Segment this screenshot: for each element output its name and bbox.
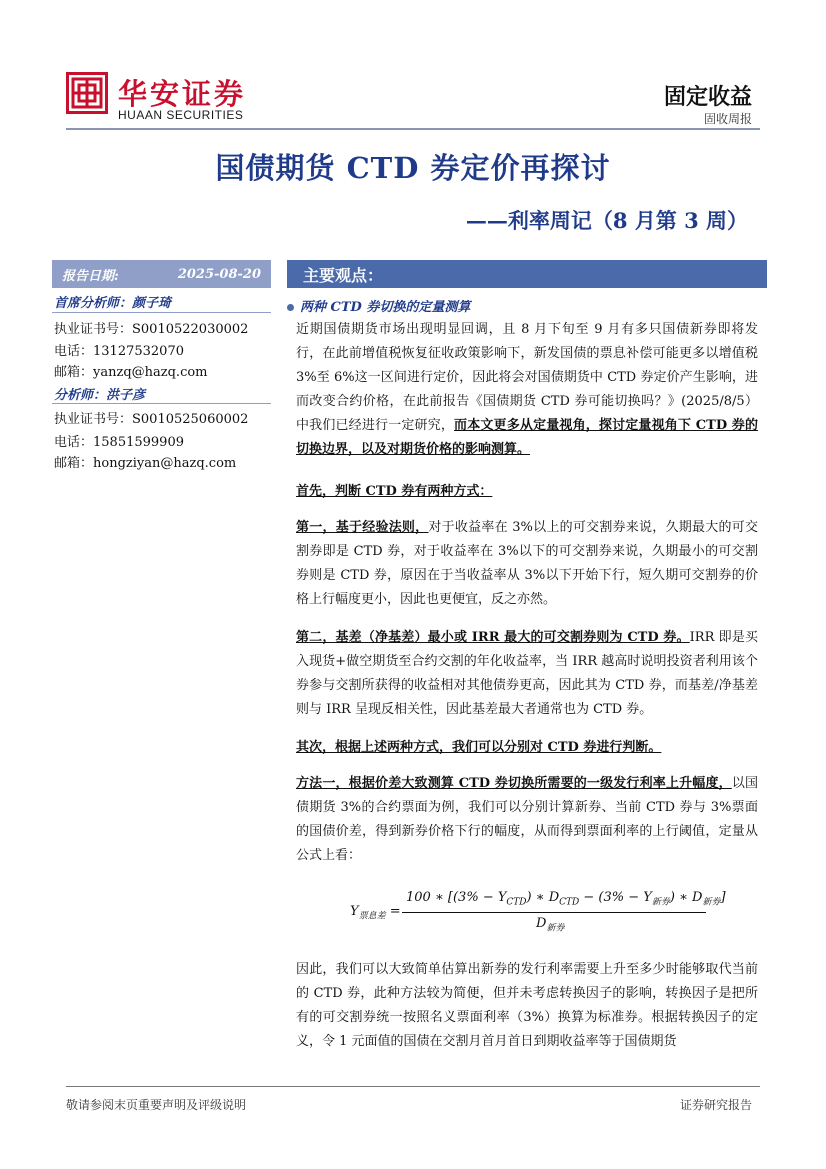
formula-lhs: $Y_{票息差}$ = [350,904,401,922]
logo-icon [66,72,108,114]
report-subcategory: 固收周报 [703,112,752,126]
analyst1-title: 首席分析师：颜子琦 [54,296,172,311]
formula-den-var: D [536,916,547,931]
formula-denominator [536,916,564,934]
paragraph-7 [296,958,758,1054]
paragraph-5 [296,736,758,760]
report-date-value: 2025-08-20 [177,266,261,282]
analyst1-email: 邮箱：yanzq@hazq.com [54,365,208,380]
paragraph-6-emphasis: 方法一，根据价差大致测算 CTD 券切换所需要的一级发行利率上升幅度， [296,776,732,791]
paragraph-3-text: 对于收益率在 3%以上的可交割券来说，久期最大的可交割券即是 CTD 券，对于收益率在 3%以下的可交割券来说，久期最小的可交割券则是 CTD 券，原因在于当收益率从 3%以下开始下行，短久期可交割券的价格上行幅度更小，因此也更便宜，反之亦然。 [296,520,758,607]
paragraph-4 [296,626,758,722]
bullet-heading-text: 两种 CTD 券切换的定量测算 [300,300,471,315]
paragraph-3 [296,516,758,612]
paragraph-4-emphasis: 第二，基差（净基差）最小或 IRR 最大的可交割券则为 CTD 券。 [296,630,690,645]
paragraph-2-text: 首先，判断 CTD 券有两种方式： [296,484,493,499]
paragraph-6 [296,772,758,868]
page-subtitle: ——利率周记（8 月第 3 周） [465,208,748,233]
analyst2-email: 邮箱：hongziyan@hazq.com [54,456,237,471]
formula-num-4: ) ∗ D [669,890,703,905]
logo-text-en: HUAAN SECURITIES [118,108,244,122]
paragraph-7-text: 因此，我们可以大致简单估算出新券的发行利率需要上升至多少时能够取代当前的 CTD 券，此种方法较为简便，但并未考虑转换因子的影响，转换因子是把所有的可交割券统一按照名义票面利率（3%）换算为标准券。根据转换因子的定义，令 1 元面值的国债在交割月首月首日到期收益率等于国债期货 [296,962,758,1049]
analyst2-title: 分析师：洪子彦 [54,388,146,403]
page-title: 国债期货 CTD 券定价再探讨 [215,151,611,185]
formula-num-sub4: 新券 [702,897,721,908]
formula-numerator [406,890,726,908]
report-date-label: 报告日期: [62,268,119,284]
formula-num-sub2: CTD [559,897,580,908]
analyst1-divider [52,312,271,313]
paragraph-3-emphasis: 第一，基于经验法则， [296,520,429,535]
paragraph-4-text: IRR 即是买入现货+做空期货至合约交割的年化收益率，当 IRR 越高时说明投资者利用该个券参与交割所获得的收益相对其他债券更高，因此其为 CTD 券，而基差/净基差则与 IRR 呈现反相关性，因此基差最大者通常也为 CTD 券。 [296,630,758,717]
formula-num-sub3: 新券 [651,897,670,908]
logo-text-cn: 华安证券 [118,77,247,111]
paragraph-6-text: 以国债期货 3%的合约票面为例，我们可以分别计算新券、当前 CTD 券与 3%票面的国债价差，得到新券价格下行的幅度，从而得到票面利率的上行阈值，定量从公式上看： [296,776,758,863]
section-title: 主要观点： [303,265,384,285]
formula [296,884,758,944]
bullet-heading [287,296,470,315]
footer-label: 证券研究报告 [679,1098,752,1112]
report-date-bar [52,260,271,288]
section-title-bar [287,260,767,288]
analyst2-cert: 执业证书号：S0010525060002 [54,412,249,427]
paragraph-1 [296,318,758,462]
formula-num-3: − (3% − Y [579,890,652,905]
formula-fraction-bar [402,912,706,913]
footer-disclaimer: 敬请参阅末页重要声明及评级说明 [66,1098,247,1112]
analyst2-phone: 电话：15851599909 [54,435,184,450]
header-divider [66,128,760,130]
bullet-dot-icon [287,304,294,311]
formula-lhs-sub: 票息差 [358,911,386,922]
formula-num-5: ] [720,890,726,905]
footer-divider [66,1086,760,1087]
formula-num-sub1: CTD [506,897,527,908]
paragraph-1-emphasis: 而本文更多从定量视角，探讨定量视角下 CTD 券的切换边界，以及对期货价格的影响测算。 [296,418,758,457]
analyst1-phone: 电话：13127532070 [54,344,184,359]
formula-num-1: 100 ∗ [(3% − Y [406,890,507,905]
analyst1-cert: 执业证书号：S0010522030002 [54,322,249,337]
paragraph-1-text: 近期国债期货市场出现明显回调，且 8 月下旬至 9 月有多只国债新券即将发行，在此前增值税恢复征收政策影响下，新发国债的票息补偿可能更多以增值税 3%至 6%这一区间进行定价，因此将会对国债期货中 CTD 券定价产生影响，进而改变合约价格，在此前报告《国债期货 CTD 券可能切换吗？》(2025/8/5）中我们已经进行一定研究， [296,322,758,433]
formula-den-sub: 新券 [546,923,565,934]
paragraph-5-text: 其次，根据上述两种方式，我们可以分别对 CTD 券进行判断。 [296,740,662,755]
report-category: 固定收益 [663,84,752,110]
formula-lhs-var: Y [350,904,359,919]
analyst2-divider [52,403,271,404]
paragraph-2 [296,480,758,504]
formula-num-2: ) ∗ D [526,890,560,905]
